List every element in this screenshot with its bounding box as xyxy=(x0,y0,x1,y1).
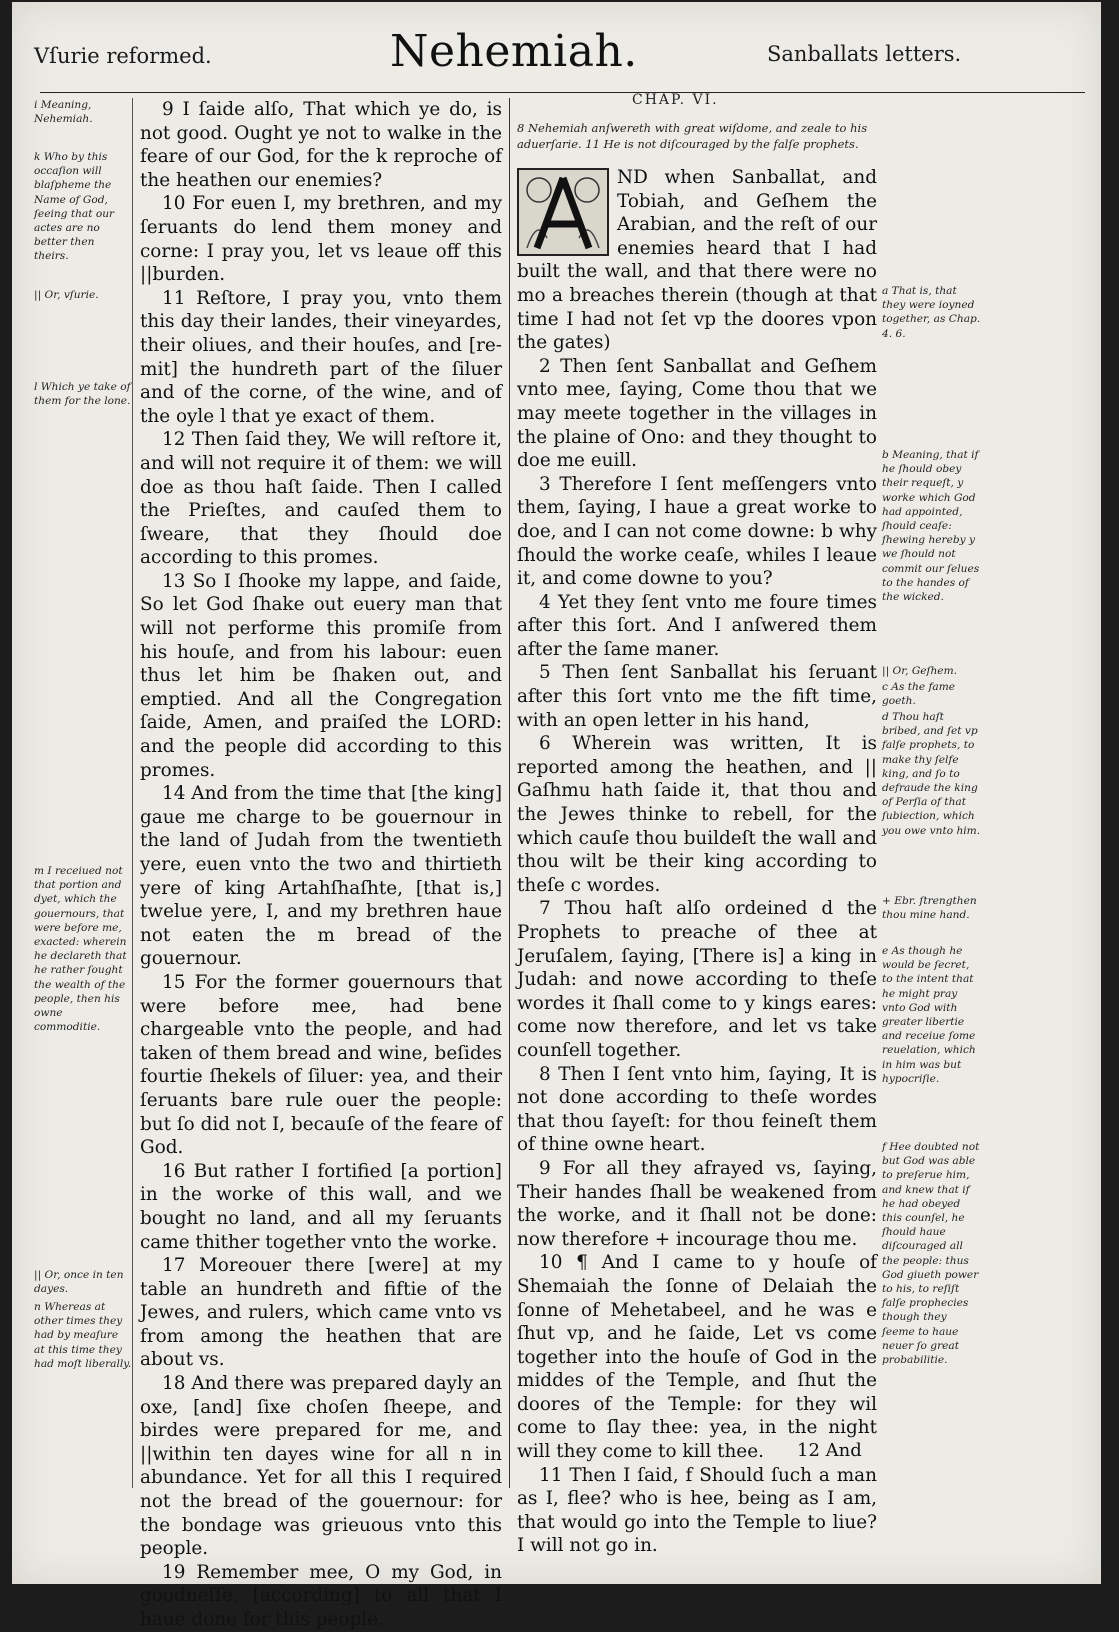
book-title: Nehemiah. xyxy=(390,26,638,77)
chapter-heading: CHAP. VI. xyxy=(632,92,719,108)
bible-page xyxy=(12,2,1101,1630)
text-column-right xyxy=(517,166,877,1558)
verse: 6 Wherein was written, It is reported among the heathen, and || Gaſhmu hath ſaide it, that thou and the Jewes thinke to rebell, for the which cauſe thou buildeſt the wall and thou wilt be their king according to theſe c wordes. xyxy=(517,733,877,896)
margin-note: i Meaning, Nehemiah. xyxy=(34,99,93,126)
verse: 16 But rather I fortified [a portion] in the worke of this wall, and we bought no land, and all my ſeruants came thither together vnto the worke. xyxy=(140,1160,502,1253)
ornamental-initial xyxy=(517,168,609,256)
margin-note: a That is, that they were ioyned together, as Chap. 4. 6. xyxy=(882,285,981,340)
margin-note: m I receiued not that portion and dyet, which the gouernours, that were before me, exacted: wherein he declareth that he rather ſought the wealth of the people, then his owne commoditie. xyxy=(34,865,127,1034)
margin-note: b Meaning, that if he ſhould obey their requeſt, y worke which God had appointed, ſhould ceaſe: ſhewing hereby y we ſhould not commit our ſelues to the handes of the wicked. xyxy=(882,449,980,604)
chapter-argument: 8 Nehemiah anſwereth with great wiſdome, and zeale to his aduerſarie. 11 He is not diſcouraged by the falſe prophets. xyxy=(517,121,868,151)
catchword: 12 And xyxy=(797,1440,862,1461)
verse: ND when Sanballat, and Tobiah, and Geſhem the Arabian, and the reſt of our enemies heard that I had built the wall, and that there were no mo a breaches therein (though at that time I had not ſet vp the doores vpon the gates) xyxy=(517,167,877,354)
margin-note: + Ebr. ſtrengthen thou mine hand. xyxy=(882,895,977,922)
margin-note: || Or, vſurie. xyxy=(34,289,99,301)
ornamental-initial-icon xyxy=(517,168,609,256)
verse: 14 And from the time that [the king] gaue me charge to be gouernour in the land of Judah from the twentieth yere, euen vnto the two and thirtieth yere of king Artahſhaſhte, [that is,] twelue yere, I, and my brethren haue not eaten the m bread of the gouernour. xyxy=(140,783,502,970)
text-column-left xyxy=(140,98,502,1632)
verse: 9 I ſaide alſo, That which ye do, is not good. Ought ye not to walke in the feare of our God, for the k reproche of the heathen our enemies? xyxy=(140,99,502,191)
verse: 19 Remember mee, O my God, in goodneſſe, [according] to all that I haue done for this people. xyxy=(140,1561,502,1630)
margin-note: l Which ye take of them for the lone. xyxy=(34,381,131,408)
verse: 11 Reſtore, I pray you, vnto them this day their landes, their vineyardes, their oliues, and their houſes, and [re-mit] the hundreth part of the ſiluer and of the corne, of the wine, and of the oyle l that ye exact of them. xyxy=(140,287,502,427)
margin-note: f Hee doubted not but God was able to preſerue him, and knew that if he had obeyed this counſel, he ſhould haue diſcouraged all the people: thus God giueth power to his, to reſiſt falſe prophecies though they ſeeme to haue neuer ſo great probabilitie. xyxy=(882,1141,980,1367)
verse: 2 Then ſent Sanballat and Geſhem vnto mee, ſaying, Come thou that we may meete together in the villages in the plaine of Ono: and they thought to doe me euill. xyxy=(517,355,877,472)
margin-note: e As though he would be ſecret, to the intent that he might pray vnto God with greater libertie and receiue ſome reuelation, which in him was but hypocriſie. xyxy=(882,945,976,1085)
verse: 9 For all they afrayed vs, ſaying, Their handes ſhall be weakened from the worke, and it ſhall not be done: now therefore + incourage thou me. xyxy=(517,1157,877,1250)
margin-rule xyxy=(132,98,133,1488)
verse: 10 For euen I, my brethren, and my ſeruants do lend them money and corne: I pray you, let vs leaue off this ||burden. xyxy=(140,193,502,286)
column-rule xyxy=(509,98,510,1488)
verse: 7 Thou haſt alſo ordeined d the Prophets to preache of thee at Jeruſalem, ſaying, [There is] a king in Judah: and nowe according to theſe wordes it ſhall come to y kings eares: come now therefore, and let vs take counſell together. xyxy=(517,898,877,1061)
running-head-left: Vſurie reformed. xyxy=(34,44,212,68)
verse: 8 Then I ſent vnto him, ſaying, It is not done according to theſe wordes that thou ſayeſt: for thou feineſt them of thine owne heart. xyxy=(517,1063,877,1156)
verse: 5 Then ſent Sanballat his ſeruant after this ſort vnto me the fift time, with an open letter in his hand, xyxy=(517,662,877,731)
verse: 3 Therefore I ſent meſſengers vnto them, ſaying, I haue a great worke to doe, and I can not come downe: b why ſhould the worke ceaſe, whiles I leaue it, and come downe to you? xyxy=(517,473,877,590)
verse: 15 For the former gouernours that were before mee, had bene chargeable vnto the people, and had taken of them bread and wine, beſides fourtie ſhekels of ſiluer: yea, and their ſeruants bare rule ouer the people: but ſo did not I, becauſe of the feare of God. xyxy=(140,971,503,1159)
verse: 11 Then I ſaid, f Should ſuch a man as I, flee? who is hee, being as I am, that would go into the Temple to liue? I will not go in. xyxy=(517,1464,877,1557)
header-rule xyxy=(40,92,1085,93)
running-head-right: Sanballats letters. xyxy=(767,42,962,66)
margin-note: d Thou haſt bribed, and ſet vp falſe prophets, to make thy ſelfe king, and ſo to defraude the king of Perſia of that ſubiection, which you owe vnto him. xyxy=(882,711,981,837)
verse: 10 ¶ And I came to y houſe of Shemaiah the ſonne of Delaiah the ſonne of Mehetabeel, and he was e ſhut vp, and he ſaide, Let vs come together into the houſe of God in the middes of the Temple, and ſhut the doores of the Temple: for they wil come to ſlay thee: yea, in the night will they come to kill thee. xyxy=(517,1252,877,1463)
margin-note: || Or, once in ten dayes. xyxy=(34,1269,124,1296)
margin-note: c As the fame goeth. xyxy=(882,681,956,708)
margin-note: n Whereas at other times they had by meaſure at this time they had moſt liberally. xyxy=(34,1301,132,1370)
verse: 12 Then ſaid they, We will reſtore it, and will not require it of them: we will doe as thou haſt ſaide. Then I called the Prieſtes, and cauſed them to ſweare, that they ſhould doe according to this promes. xyxy=(140,429,502,569)
verse: 13 So I ſhooke my lappe, and ſaide, So let God ſhake out euery man that will not performe this promiſe from his houſe, and from his labour: euen thus let him be ſhaken out, and emptied. And all the Congregation ſaide, Amen, and praiſed the LORD: and the people did according to this promes. xyxy=(140,570,502,781)
margin-note: k Who by this occaſion will blaſpheme the Name of God, ſeeing that our actes are no better then theirs. xyxy=(34,151,115,263)
verse: 17 Moreouer there [were] at my table an hundreth and fiftie of the Jewes, and rulers, which came vnto vs from among the heathen that are about vs. xyxy=(140,1255,502,1371)
verse: 18 And there was prepared dayly an oxe, [and] ſixe choſen ſheepe, and birdes were prepared for me, and ||within ten dayes wine for all n in abundance. Yet for all this I required not the bread of the gouernour: for the bondage was grieuous vnto this people. xyxy=(140,1373,502,1560)
margin-note: || Or, Geſhem. xyxy=(882,665,957,677)
verse: 4 Yet they ſent vnto me foure times after this ſort. And I anſwered them after the ſame maner. xyxy=(517,591,877,660)
